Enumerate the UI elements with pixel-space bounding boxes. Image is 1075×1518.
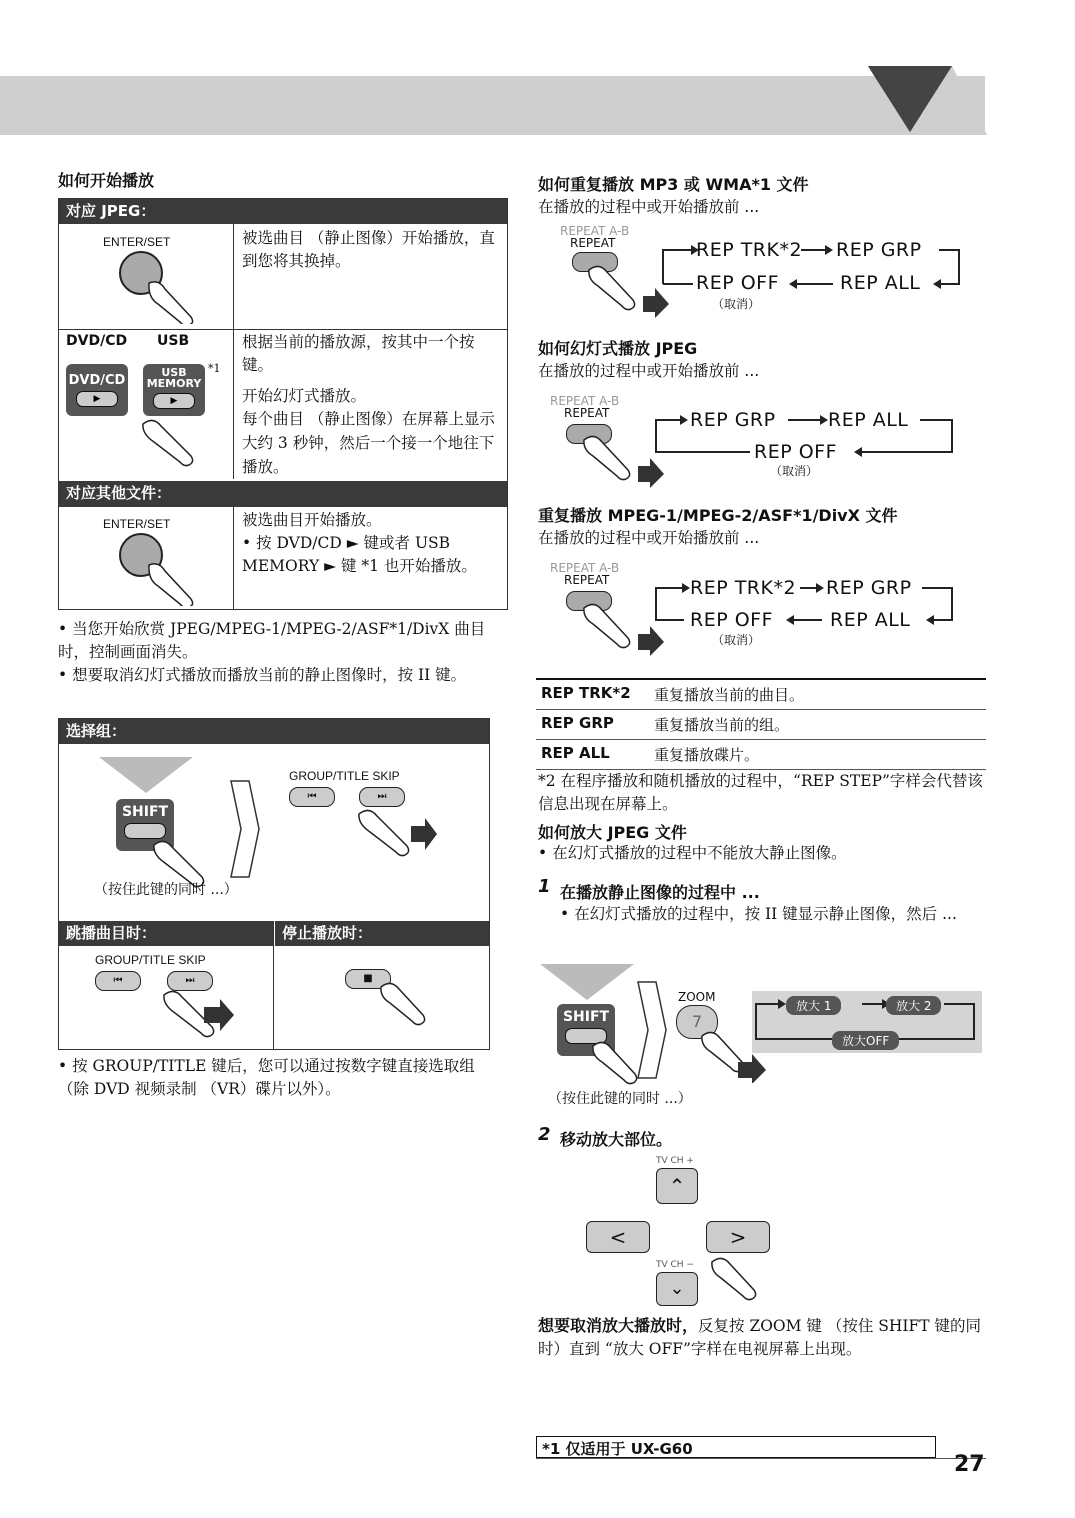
zoom-1-pill: 放大 1	[786, 996, 841, 1015]
repeat-ab-label-3: REPEAT A-B	[550, 561, 620, 575]
jpeg-description: 被选曲目 （静止图像）开始播放，直到您将其换掉。	[242, 229, 495, 270]
stop-header: 停止播放时：	[275, 921, 489, 946]
finger-icon	[129, 414, 199, 469]
rep-all-1: REP ALL	[840, 272, 921, 294]
rep-off-3: REP OFF	[690, 609, 774, 631]
play-icon: ▶	[76, 391, 118, 407]
rep-all-3: REP ALL	[830, 609, 911, 631]
finger-press-arrow-icon	[134, 989, 244, 1049]
other-text-1: 被选曲目开始播放。	[242, 511, 382, 529]
rep-grp-2: REP GRP	[690, 409, 776, 431]
bullet-1: • 当您开始欣赏 JPEG/MPEG-1/MPEG-2/ASF*1/DivX 曲目时，控制画面消失。	[58, 620, 486, 661]
jpeg-slideshow-heading: 如何幻灯式播放 JPEG	[538, 339, 698, 358]
finger-icon	[704, 1256, 764, 1306]
playback-table	[58, 198, 508, 610]
source-text-2: 开始幻灯式播放。	[242, 387, 367, 405]
footnote-mark: *1	[208, 362, 221, 375]
table-row: REP GRP 重复播放当前的组。	[536, 710, 986, 740]
hold-note: （按住此键的同时 ...）	[94, 882, 238, 898]
repeat-ab-label: REPEAT A-B	[560, 224, 630, 238]
tv-ch-plus-label: TV CH +	[656, 1156, 694, 1166]
shift-button[interactable]: SHIFT	[116, 799, 174, 851]
group-skip-label-2: GROUP/TITLE SKIP	[95, 953, 206, 967]
page-corner-triangle	[862, 62, 992, 140]
zoom-label: ZOOM	[678, 990, 716, 1004]
stop-button[interactable]: ■	[345, 969, 391, 989]
jpeg-header: 对应 JPEG：	[59, 199, 507, 224]
zoom-2-pill: 放大 2	[886, 996, 941, 1015]
zoom-button[interactable]: 7	[676, 1005, 718, 1039]
left-arrow-button[interactable]: <	[586, 1221, 650, 1253]
other-text-2: • 按 DVD/CD ► 键或者 USB MEMORY ► 键 *1 也开始播放。	[242, 534, 477, 575]
note-2: *2 在程序播放和随机播放的过程中，“REP STEP”字样会代替该信息出现在屏幕上。	[538, 772, 983, 813]
bullet-3: • 按 GROUP/TITLE 键后，您可以通过按数字键直接选取组 （除 DVD 视频录制 （VR）碟片以外）。	[58, 1057, 475, 1098]
other-files-header: 对应其他文件：	[59, 481, 507, 507]
finger-icon	[359, 981, 429, 1036]
step-1-title: 在播放静止图像的过程中 ...	[560, 883, 760, 902]
play-icon: ▶	[153, 393, 195, 409]
hold-note-2: （按住此键的同时 ...）	[548, 1091, 692, 1107]
step-1-text: • 在幻灯式播放的过程中，按 II 键显示静止图像，然后 ...	[560, 905, 957, 923]
page-number: 27	[954, 1452, 985, 1477]
mp3-repeat-heading: 如何重复播放 MP3 或 WMA*1 文件	[538, 175, 809, 194]
skip-header: 跳播曲目时：	[59, 921, 273, 946]
rep-all-2: REP ALL	[828, 409, 909, 431]
rep-grp-1: REP GRP	[836, 239, 922, 261]
group-header: 选择组：	[59, 719, 489, 744]
rep-off-1: REP OFF	[696, 272, 780, 294]
usb-memory-button[interactable]: USB MEMORY ▶	[143, 364, 205, 416]
cancel-1: （取消）	[712, 297, 761, 311]
repeat-mode-table	[536, 678, 986, 770]
top-banner	[0, 76, 985, 135]
enter-set-label: ENTER/SET	[103, 235, 171, 249]
footer-note-box: *1 仅适用于 UX-G60	[536, 1436, 936, 1458]
bullet-2: • 想要取消幻灯式播放而播放当前的静止图像时，按 II 键。	[58, 666, 467, 684]
table-row: REP TRK*2 重复播放当前的曲目。	[536, 680, 986, 710]
step-1-number: 1	[538, 876, 551, 897]
down-arrow-button[interactable]: ⌄	[656, 1272, 698, 1306]
usb-label: USB	[157, 333, 190, 349]
enter-set-label-2: ENTER/SET	[103, 517, 171, 531]
dvdcd-button[interactable]: DVD/CD ▶	[66, 364, 128, 416]
during-play-2: 在播放的过程中或开始播放前 ...	[538, 362, 760, 380]
press-arrow-icon	[99, 757, 199, 797]
cancel-3: （取消）	[712, 633, 761, 647]
rep-off-2: REP OFF	[754, 441, 838, 463]
step-2-number: 2	[538, 1124, 551, 1145]
source-text-1: 根据当前的播放源，按其中一个按键。	[242, 333, 475, 374]
enter-set-button-icon-2[interactable]	[109, 531, 199, 606]
up-arrow-button[interactable]: ⌃	[656, 1168, 698, 1204]
repeat-ab-label-2: REPEAT A-B	[550, 394, 620, 408]
during-play-3: 在播放的过程中或开始播放前 ...	[538, 529, 760, 547]
step-2-title: 移动放大部位。	[560, 1130, 673, 1149]
skip-back-button-2[interactable]: ⏮	[95, 971, 141, 991]
dvdcd-label: DVD/CD	[66, 333, 128, 349]
skip-forward-button[interactable]: ⏭	[359, 787, 405, 807]
repeat-label-3: REPEAT	[564, 573, 610, 587]
group-skip-label: GROUP/TITLE SKIP	[289, 769, 400, 783]
finger-press-arrow-icon	[329, 804, 439, 864]
skip-forward-button-2[interactable]: ⏭	[167, 971, 213, 991]
repeat-label-2: REPEAT	[564, 406, 610, 420]
zoom-bullet: • 在幻灯式播放的过程中不能放大静止图像。	[538, 844, 847, 862]
enter-set-button-icon[interactable]	[109, 249, 199, 324]
cancel-zoom-paragraph: 想要取消放大播放时，反复按 ZOOM 键 （按住 SHIFT 键的同时）直到 “放大 OFF”字样在电视屏幕上出现。	[538, 1316, 982, 1358]
then-arrow-icon	[636, 980, 668, 1080]
zoom-off-pill: 放大OFF	[832, 1031, 899, 1050]
press-arrow-icon	[540, 964, 640, 1004]
repeat-label: REPEAT	[570, 236, 616, 250]
shift-button-2[interactable]: SHIFT	[557, 1004, 615, 1056]
skip-back-button[interactable]: ⏮	[289, 787, 335, 807]
during-play-1: 在播放的过程中或开始播放前 ...	[538, 198, 760, 216]
mpeg-repeat-heading: 重复播放 MPEG-1/MPEG-2/ASF*1/DivX 文件	[538, 506, 898, 525]
group-table	[58, 718, 490, 1050]
cancel-2: （取消）	[770, 464, 819, 478]
rep-trk-1: REP TRK*2	[696, 239, 803, 261]
then-arrow-icon	[229, 779, 261, 879]
table-row: REP ALL 重复播放碟片。	[536, 740, 986, 770]
rep-grp-3: REP GRP	[826, 577, 912, 599]
right-arrow-button[interactable]: >	[706, 1221, 770, 1253]
rep-trk-3: REP TRK*2	[690, 577, 797, 599]
tv-ch-minus-label: TV CH −	[656, 1260, 694, 1270]
section-heading-start: 如何开始播放	[58, 171, 155, 190]
source-text-3: 每个曲目 （静止图像）在屏幕上显示大约 3 秒钟，然后一个接一个地往下播放。	[242, 410, 495, 476]
zoom-heading: 如何放大 JPEG 文件	[538, 823, 687, 842]
